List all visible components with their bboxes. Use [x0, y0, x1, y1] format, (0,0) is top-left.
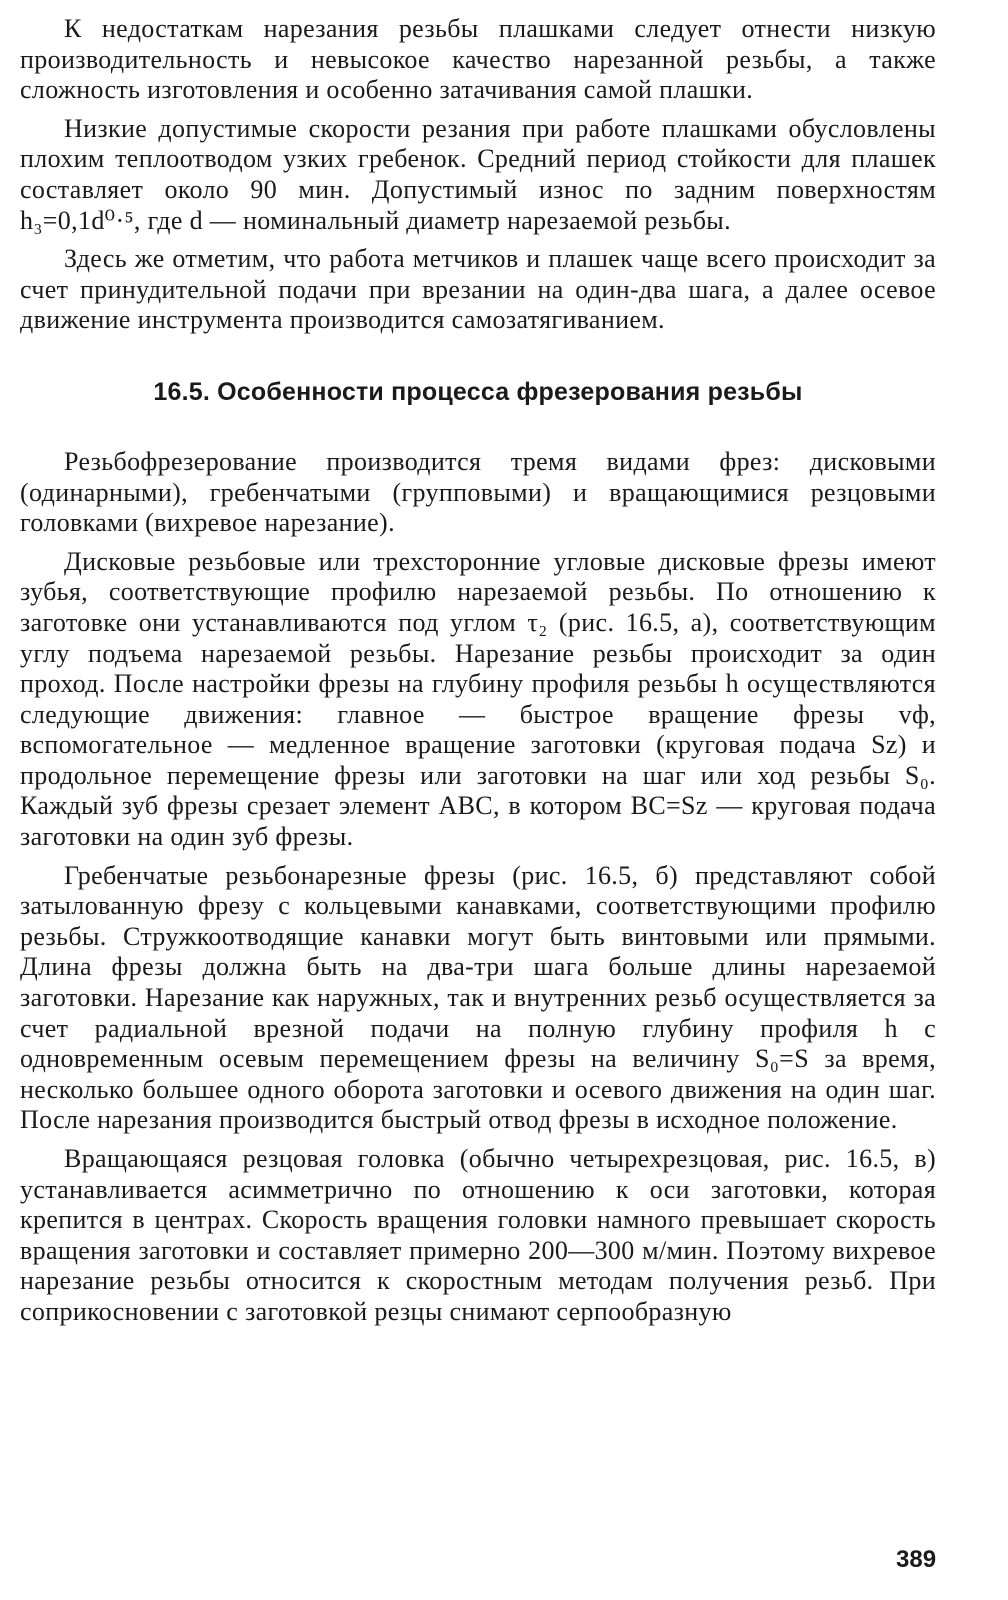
paragraph-milling-types: Резьбофрезерование производится тремя видами фрез: дисковыми (одинарными), гребенчатыми (групповыми) и вращающимися резцовыми головками (вихревое нарезание). — [20, 446, 936, 538]
paragraph-cutting-speeds: Низкие допустимые скорости резания при работе плашками обусловлены плохим теплоотводом узких гребенок. Средний период стойкости для плашек составляет около 90 мин. Допустимый износ по задним поверхностям h₃=0,1d⁰·⁵, где d — номинальный диаметр нарезаемой резьбы. — [20, 113, 936, 235]
page-body — [20, 14, 936, 1336]
paragraph-disk-cutters: Дисковые резьбовые или трехсторонние угловые дисковые фрезы имеют зубья, соответствующие профилю нарезаемой резьбы. По отношению к заготовке они устанавливаются под углом τ₂ (рис. 16.5, а), соответствующим углу подъема нарезаемой резьбы. Нарезание резьбы происходит за один проход. После настройки фрезы на глубину профиля резьбы h осуществляются следующие движения: главное — быстрое вращение фрезы vф, вспомогательное — медленное вращение заготовки (круговая подача Sz) и продольное перемещение фрезы или заготовки на шаг или ход резьбы S₀. Каждый зуб фрезы срезает элемент ABC, в котором BC=Sz — круговая подача заготовки на один зуб фрезы. — [20, 546, 936, 852]
paragraph-die-disadvantages: К недостаткам нарезания резьбы плашками следует отнести низкую производительность и невысокое качество нарезанной резьбы, а также сложность изготовления и особенно затачивания самой плашки. — [20, 14, 936, 105]
paragraph-comb-cutters: Гребенчатые резьбонарезные фрезы (рис. 16.5, б) представляют собой затылованную фрезу с кольцевыми канавками, соответствующими профилю резьбы. Стружкоотводящие канавки могут быть винтовыми или прямыми. Длина фрезы должна быть на два-три шага больше длины нарезаемой заготовки. Нарезание как наружных, так и внутренних резьб осуществляется за счет радиальной врезной подачи на полную глубину профиля h с одновременным осевым перемещением фрезы на величину S₀=S за время, несколько большее одного оборота заготовки и осевого движения на один шаг. После нарезания производится быстрый отвод фрезы в исходное положение. — [20, 860, 936, 1135]
paragraph-self-feeding: Здесь же отметим, что работа метчиков и плашек чаще всего происходит за счет принудительной подачи при врезании на один-два шага, а далее осевое движение инструмента производится самозатягиванием. — [20, 244, 936, 335]
page-number: 389 — [896, 1546, 937, 1573]
section-heading: 16.5. Особенности процесса фрезерования резьбы — [153, 377, 803, 406]
paragraph-rotating-head: Вращающаяся резцовая головка (обычно четырехрезцовая, рис. 16.5, в) устанавливается асимметрично по отношению к оси заготовки, которая крепится в центрах. Скорость вращения головки намного превышает скорость вращения заготовки и составляет примерно 200—300 м/мин. Поэтому вихревое нарезание резьбы относится к скоростным методам получения резьб. При соприкосновении с заготовкой резцы снимают серпообразную — [20, 1144, 936, 1326]
